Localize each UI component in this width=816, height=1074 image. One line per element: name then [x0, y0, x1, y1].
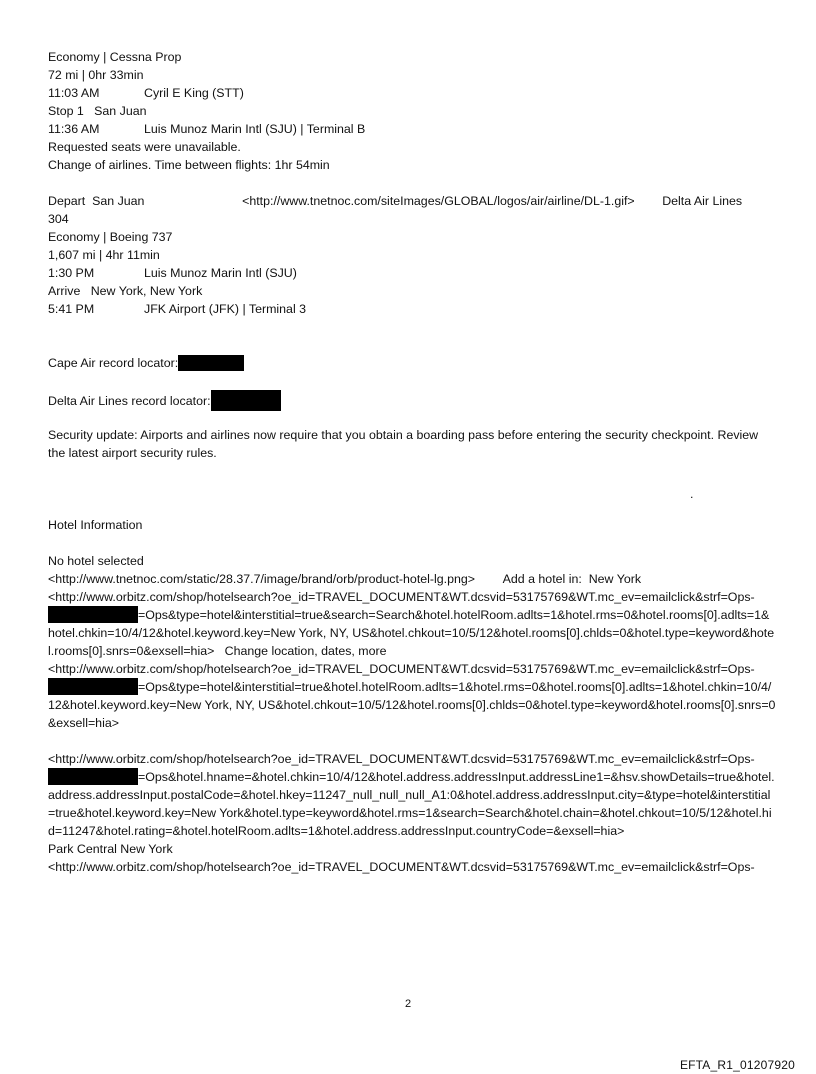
hotel-none-selected: No hotel selected	[48, 554, 144, 568]
flight1-arrive-row	[48, 120, 776, 138]
flight1-stop-city: San Juan	[94, 104, 147, 118]
flight2-airline: Delta Air Lines	[662, 194, 743, 208]
flight2-distance-duration: 1,607 mi | 4hr 11min	[48, 248, 160, 262]
flight2-logo-url[interactable]: <http://www.tnetnoc.com/siteImages/GLOBAL/logos/air/airline/DL-1.gif>	[242, 194, 635, 208]
flight1-distance-duration: 72 mi | 0hr 33min	[48, 68, 144, 82]
flight2-depart-header	[48, 192, 776, 210]
hotel-product-image-url[interactable]: <http://www.tnetnoc.com/static/28.37.7/image/brand/orb/product-hotel-lg.png>	[48, 572, 476, 586]
security-note: Security update: Airports and airlines now require that you obtain a boarding pass before entering the security checkpoint. Review the latest airport security rules.	[48, 428, 759, 460]
flight2-arrive-label: Arrive	[48, 284, 81, 298]
hotel-add-label: Add a hotel in:	[502, 572, 582, 586]
stray-mark: .	[690, 487, 694, 501]
change-location-link[interactable]: Change location, dates, more	[224, 644, 387, 658]
flight1-class-aircraft: Economy | Cessna Prop	[48, 50, 182, 64]
hotel-search-link-1[interactable]	[48, 588, 776, 660]
redaction-bar	[48, 768, 138, 785]
flight1-stop-row	[48, 102, 776, 120]
hotel-image-row	[48, 570, 776, 588]
cape-air-locator-label: Cape Air record locator:	[48, 356, 179, 370]
redaction-bar	[211, 390, 281, 411]
flight2-arrive-city: New York, New York	[90, 284, 203, 298]
flight2-depart-airport: Luis Munoz Marin Intl (SJU)	[144, 266, 297, 280]
hotel-search-link-3[interactable]	[48, 750, 776, 840]
flight1-depart-airport: Cyril E King (STT)	[144, 86, 244, 100]
redaction-bar	[48, 606, 138, 623]
flight2-depart-label: Depart	[48, 194, 86, 208]
hotel-search-link-4[interactable]: <http://www.orbitz.com/shop/hotelsearch?oe_id=TRAVEL_DOCUMENT&WT.dcsvid=53175769&WT.mc_ev=emailclick&strf=Ops-	[48, 860, 755, 874]
flight1-depart-time: 11:03 AM	[48, 86, 100, 100]
flight1-stop-label: Stop 1	[48, 104, 84, 118]
flight1-change-note: Change of airlines. Time between flights: 1hr 54min	[48, 158, 330, 172]
flight2-arrive-header	[48, 282, 776, 300]
flight2-depart-row	[48, 264, 776, 282]
bates-number: EFTA_R1_01207920	[679, 1058, 795, 1072]
link-text[interactable]: <http://www.orbitz.com/shop/hotelsearch?oe_id=TRAVEL_DOCUMENT&WT.dcsvid=53175769&WT.mc_ev=emailclick&strf=Ops-	[48, 662, 755, 676]
link-text[interactable]: =Ops&type=hotel&interstitial=true&search=Search&hotel.hotelRoom.adlts=1&hotel.rms=0&hotel.rooms[0].adlts=1&hotel.chkin=10/4/12&hotel.keyword.key=New York, NY, US&hotel.chkout=10/5/12&hotel.rooms[0].chlds=0&hotel.type=keyword&hotel.rooms[0].snrs=0&exsell=hia>	[48, 608, 775, 658]
hotel-heading: Hotel Information	[48, 518, 143, 532]
hotel-name: Park Central New York	[48, 842, 173, 856]
hotel-search-link-2[interactable]	[48, 660, 776, 732]
link-text[interactable]: <http://www.orbitz.com/shop/hotelsearch?oe_id=TRAVEL_DOCUMENT&WT.dcsvid=53175769&WT.mc_ev=emailclick&strf=Ops-	[48, 590, 755, 604]
delta-locator-row	[48, 390, 776, 412]
flight2-arrive-row	[48, 300, 776, 318]
redaction-bar	[48, 678, 138, 695]
flight1-seat-note: Requested seats were unavailable.	[48, 140, 241, 154]
cape-air-locator-row	[48, 354, 776, 376]
delta-locator-label: Delta Air Lines record locator:	[48, 394, 211, 408]
hotel-add-city: New York	[588, 572, 642, 586]
flight1-arrive-airport: Luis Munoz Marin Intl (SJU) | Terminal B	[144, 122, 366, 136]
link-text[interactable]: =Ops&type=hotel&interstitial=true&hotel.hotelRoom.adlts=1&hotel.rms=0&hotel.rooms[0].adlts=1&hotel.chkin=10/4/12&hotel.keyword.key=New York, NY, US&hotel.chkout=10/5/12&hotel.rooms[0].chlds=0&hotel.type=keyword&hotel.rooms[0].snrs=0&exsell=hia>	[48, 680, 776, 730]
flight2-depart-city: San Juan	[92, 194, 145, 208]
flight2-depart-time: 1:30 PM	[48, 266, 95, 280]
document-page	[48, 48, 776, 876]
flight1-depart-row	[48, 84, 776, 102]
redaction-bar	[178, 355, 244, 371]
flight2-arrive-airport: JFK Airport (JFK) | Terminal 3	[144, 302, 307, 316]
link-text[interactable]: <http://www.orbitz.com/shop/hotelsearch?oe_id=TRAVEL_DOCUMENT&WT.dcsvid=53175769&WT.mc_ev=emailclick&strf=Ops-	[48, 752, 755, 766]
flight2-class-aircraft: Economy | Boeing 737	[48, 230, 173, 244]
link-text[interactable]: =Ops&hotel.hname=&hotel.chkin=10/4/12&hotel.address.addressInput.addressLine1=&hsv.showDetails=true&hotel.address.addressInput.postalCode=&hotel.hkey=11247_null_null_null_A1:0&hotel.address.addressInput.city=&type=hotel&interstitial=true&hotel.keyword.key=New York&hotel.type=keyword&hotel.rms=1&search=Search&hotel.chain=&hotel.chkout=10/5/12&hotel.hid=11247&hotel.rating=&hotel.hotelRoom.adlts=1&hotel.address.addressInput.countryCode=&exsell=hia>	[48, 770, 775, 838]
flight2-arrive-time: 5:41 PM	[48, 302, 95, 316]
flight2-number: 304	[48, 212, 69, 226]
flight1-arrive-time: 11:36 AM	[48, 122, 100, 136]
page-number: 2	[404, 998, 412, 1010]
